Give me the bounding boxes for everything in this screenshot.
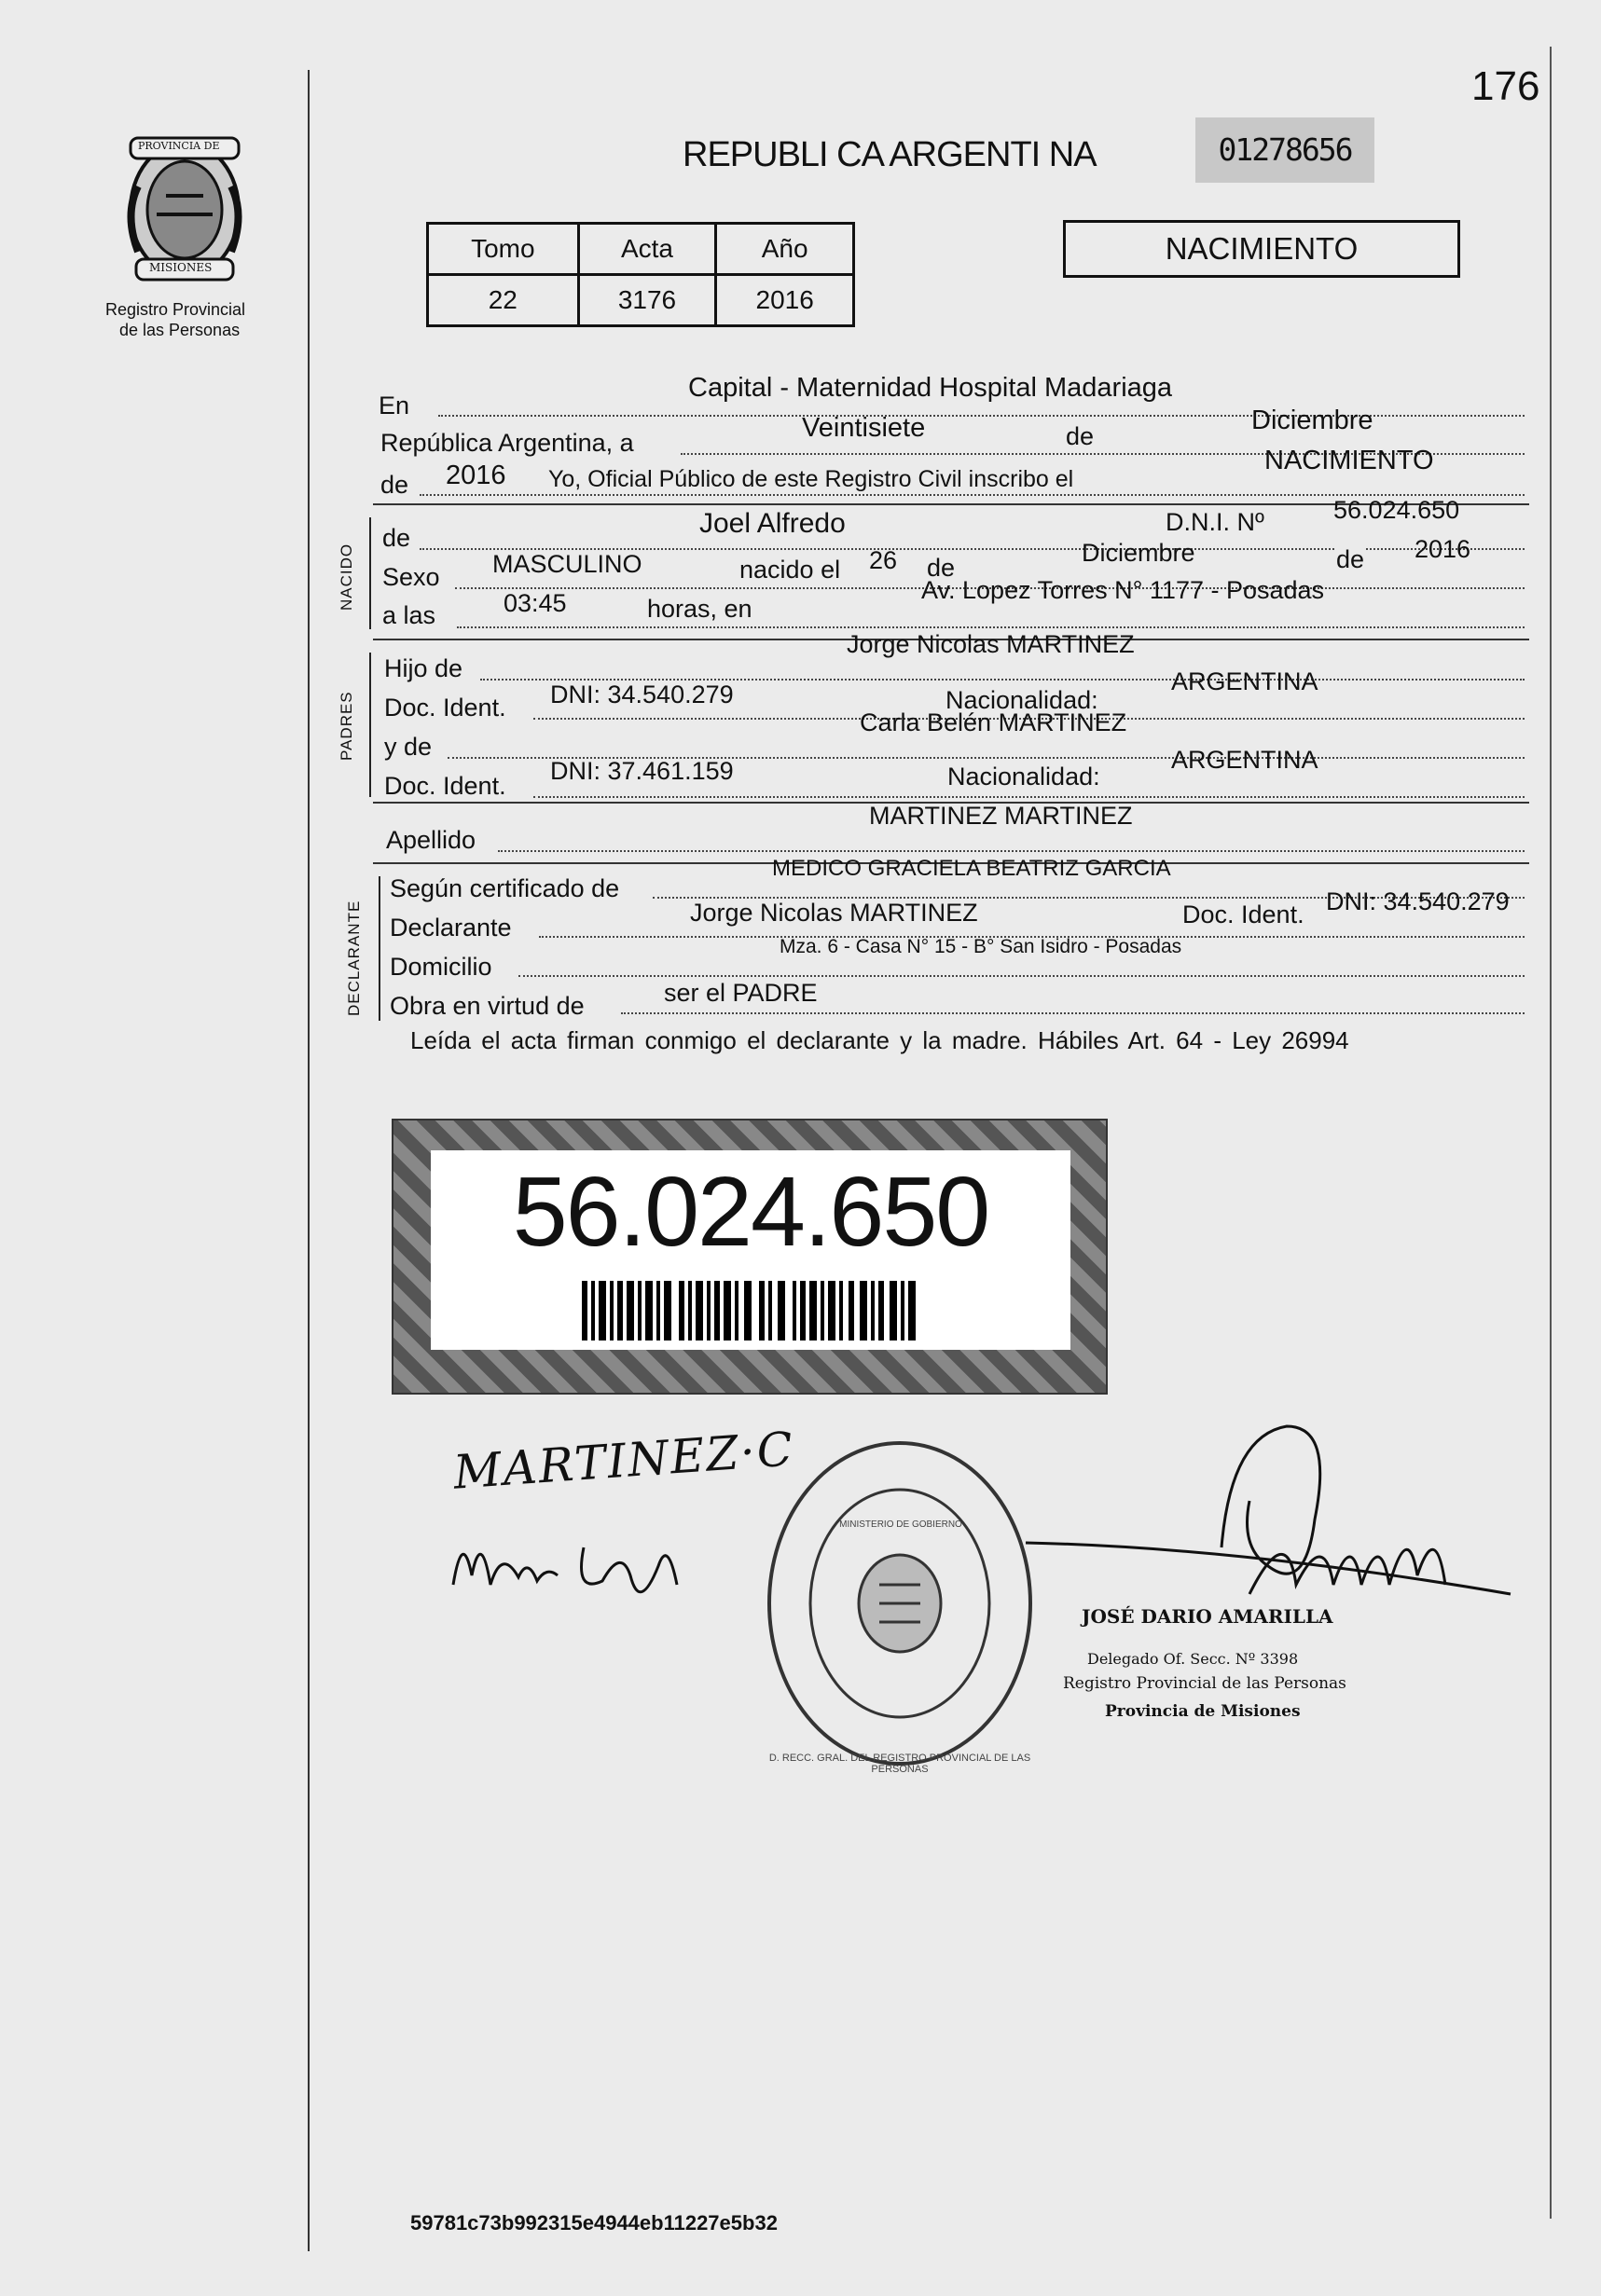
child-sex: MASCULINO bbox=[492, 550, 642, 578]
dni-badge-frame bbox=[392, 1119, 1108, 1395]
declarant-name: Jorge Nicolas MARTINEZ bbox=[690, 899, 978, 927]
seal-top-text: PROVINCIA DE bbox=[138, 140, 220, 152]
doc-type-box bbox=[1063, 220, 1460, 278]
birth-month: Diciembre bbox=[1082, 539, 1195, 567]
padres-section-label: PADRES bbox=[338, 691, 355, 761]
address-dots bbox=[518, 975, 1525, 977]
mother-doc: DNI: 37.461.159 bbox=[550, 757, 734, 785]
birth-place: Av. Lopez Torres N° 1177 - Posadas bbox=[921, 576, 1325, 604]
table-header-anio: Año bbox=[716, 224, 854, 275]
year-value: 2016 bbox=[446, 461, 506, 490]
official-title: Delegado Of. Secc. Nº 3398 bbox=[1087, 1650, 1299, 1668]
official-name: JOSÉ DARIO AMARILLA bbox=[1082, 1605, 1333, 1628]
serial-number: 01278656 bbox=[1195, 117, 1374, 183]
cert-label: Según certificado de bbox=[390, 874, 620, 902]
table-value-anio: 2016 bbox=[716, 275, 854, 326]
by-virtue-dots bbox=[621, 1012, 1525, 1014]
surname-value: MARTINEZ MARTINEZ bbox=[869, 802, 1133, 830]
official-stamp bbox=[760, 1436, 1040, 1771]
stamp-ring-text: D. RECC. GRAL. DEL REGISTRO PROVINCIAL DE LAS PERSONAS bbox=[768, 1753, 1031, 1775]
table-value-tomo: 22 bbox=[428, 275, 579, 326]
registry-line-2: de las Personas bbox=[119, 321, 241, 339]
father-name: Jorge Nicolas MARTINEZ bbox=[847, 630, 1135, 658]
table-header-tomo: Tomo bbox=[428, 224, 579, 275]
page-number: 176 bbox=[1471, 63, 1540, 109]
child-name: Joel Alfredo bbox=[699, 508, 846, 539]
by-virtue-label: Obra en virtud de bbox=[390, 992, 585, 1020]
closing-text: Leída el acta firman conmigo el declarante y la madre. Hábiles Art. 64 - Ley 26994 bbox=[410, 1026, 1349, 1054]
address-label: Domicilio bbox=[390, 953, 492, 981]
year-de-label: de bbox=[380, 471, 409, 499]
declarant-doc: DNI: 34.540.279 bbox=[1326, 887, 1510, 915]
born-de-label-2: de bbox=[1336, 545, 1365, 573]
hijo-label: Hijo de bbox=[384, 654, 463, 682]
declarante-bracket bbox=[379, 876, 380, 1021]
father-nat-label: Nacionalidad: bbox=[945, 686, 1098, 714]
cert-value: MEDICO GRACIELA BEATRIZ GARCIA bbox=[772, 856, 1171, 881]
year-text: Yo, Oficial Público de este Registro Civil inscribo el bbox=[548, 466, 1074, 492]
nacido-section-label: NACIDO bbox=[338, 543, 355, 611]
father-doc: DNI: 34.540.279 bbox=[550, 681, 734, 708]
nacido-bracket bbox=[369, 517, 371, 629]
date-de-label: de bbox=[1066, 422, 1095, 450]
table-value-acta: 3176 bbox=[578, 275, 716, 326]
date-day: Veintisiete bbox=[802, 413, 926, 443]
place-label: En bbox=[379, 392, 410, 419]
declarante-section-label: DECLARANTE bbox=[345, 900, 363, 1016]
birth-day: 26 bbox=[869, 546, 898, 574]
hour-label: a las bbox=[382, 601, 436, 629]
declarant-label: Declarante bbox=[390, 914, 512, 942]
address-value: Mza. 6 - Casa N° 15 - B° San Isidro - Posadas bbox=[780, 936, 1182, 957]
declarant-doc-label: Doc. Ident. bbox=[1182, 901, 1304, 928]
seal-bottom-text: MISIONES bbox=[149, 261, 213, 274]
surname-label: Apellido bbox=[386, 826, 476, 854]
padres-bracket bbox=[369, 653, 371, 797]
right-border bbox=[1550, 47, 1552, 2219]
handwritten-name: MARTINEZ·C bbox=[451, 1422, 796, 1500]
child-dni: 56.024.650 bbox=[1333, 496, 1460, 524]
table-header-acta: Acta bbox=[578, 224, 716, 275]
place-value: Capital - Maternidad Hospital Madariaga bbox=[688, 373, 1173, 403]
by-virtue-value: ser el PADRE bbox=[664, 979, 818, 1007]
document-hash: 59781c73b992315e4944eb11227e5b32 bbox=[410, 2211, 778, 2234]
date-label: República Argentina, a bbox=[380, 429, 634, 457]
mother-doc-label: Doc. Ident. bbox=[384, 772, 506, 800]
surname-dots bbox=[498, 850, 1525, 852]
mother-yde-label: y de bbox=[384, 733, 433, 761]
sexo-label: Sexo bbox=[382, 563, 440, 591]
left-signature-scribble bbox=[444, 1510, 686, 1622]
official-province: Provincia de Misiones bbox=[1105, 1702, 1301, 1721]
mother-doc-dots bbox=[533, 796, 1525, 798]
date-month: Diciembre bbox=[1251, 406, 1373, 435]
dni-badge-panel bbox=[431, 1150, 1070, 1350]
hours-in-label: horas, en bbox=[647, 595, 752, 623]
father-doc-label: Doc. Ident. bbox=[384, 694, 506, 722]
nacido-de-label: de bbox=[382, 524, 411, 552]
year-line-value: NACIMIENTO bbox=[1264, 446, 1434, 475]
hour-dots bbox=[457, 626, 1525, 628]
left-margin-line bbox=[308, 70, 310, 2251]
dni-label: D.N.I. Nº bbox=[1166, 508, 1264, 536]
birth-hour: 03:45 bbox=[504, 589, 567, 617]
mother-nat-label: Nacionalidad: bbox=[947, 763, 1100, 791]
dni-badge-number: 56.024.650 bbox=[512, 1157, 989, 1267]
birth-year: 2016 bbox=[1415, 535, 1471, 563]
born-de-label: de bbox=[927, 554, 956, 582]
official-registry: Registro Provincial de las Personas bbox=[1063, 1674, 1346, 1693]
stamp-inner-text: MINISTERIO DE GOBIERNO bbox=[839, 1519, 962, 1530]
mother-name: Carla Belén MARTINEZ bbox=[860, 708, 1127, 736]
doc-type-label: NACIMIENTO bbox=[1165, 231, 1359, 266]
mother-nationality: ARGENTINA bbox=[1171, 746, 1318, 774]
born-on-label: nacido el bbox=[739, 556, 841, 584]
father-nationality: ARGENTINA bbox=[1171, 667, 1318, 695]
barcode-icon bbox=[582, 1281, 918, 1340]
record-table bbox=[426, 222, 855, 327]
registry-line-1: Registro Provincial bbox=[105, 300, 246, 319]
document-title: REPUBLI CA ARGENTI NA bbox=[683, 135, 1097, 174]
